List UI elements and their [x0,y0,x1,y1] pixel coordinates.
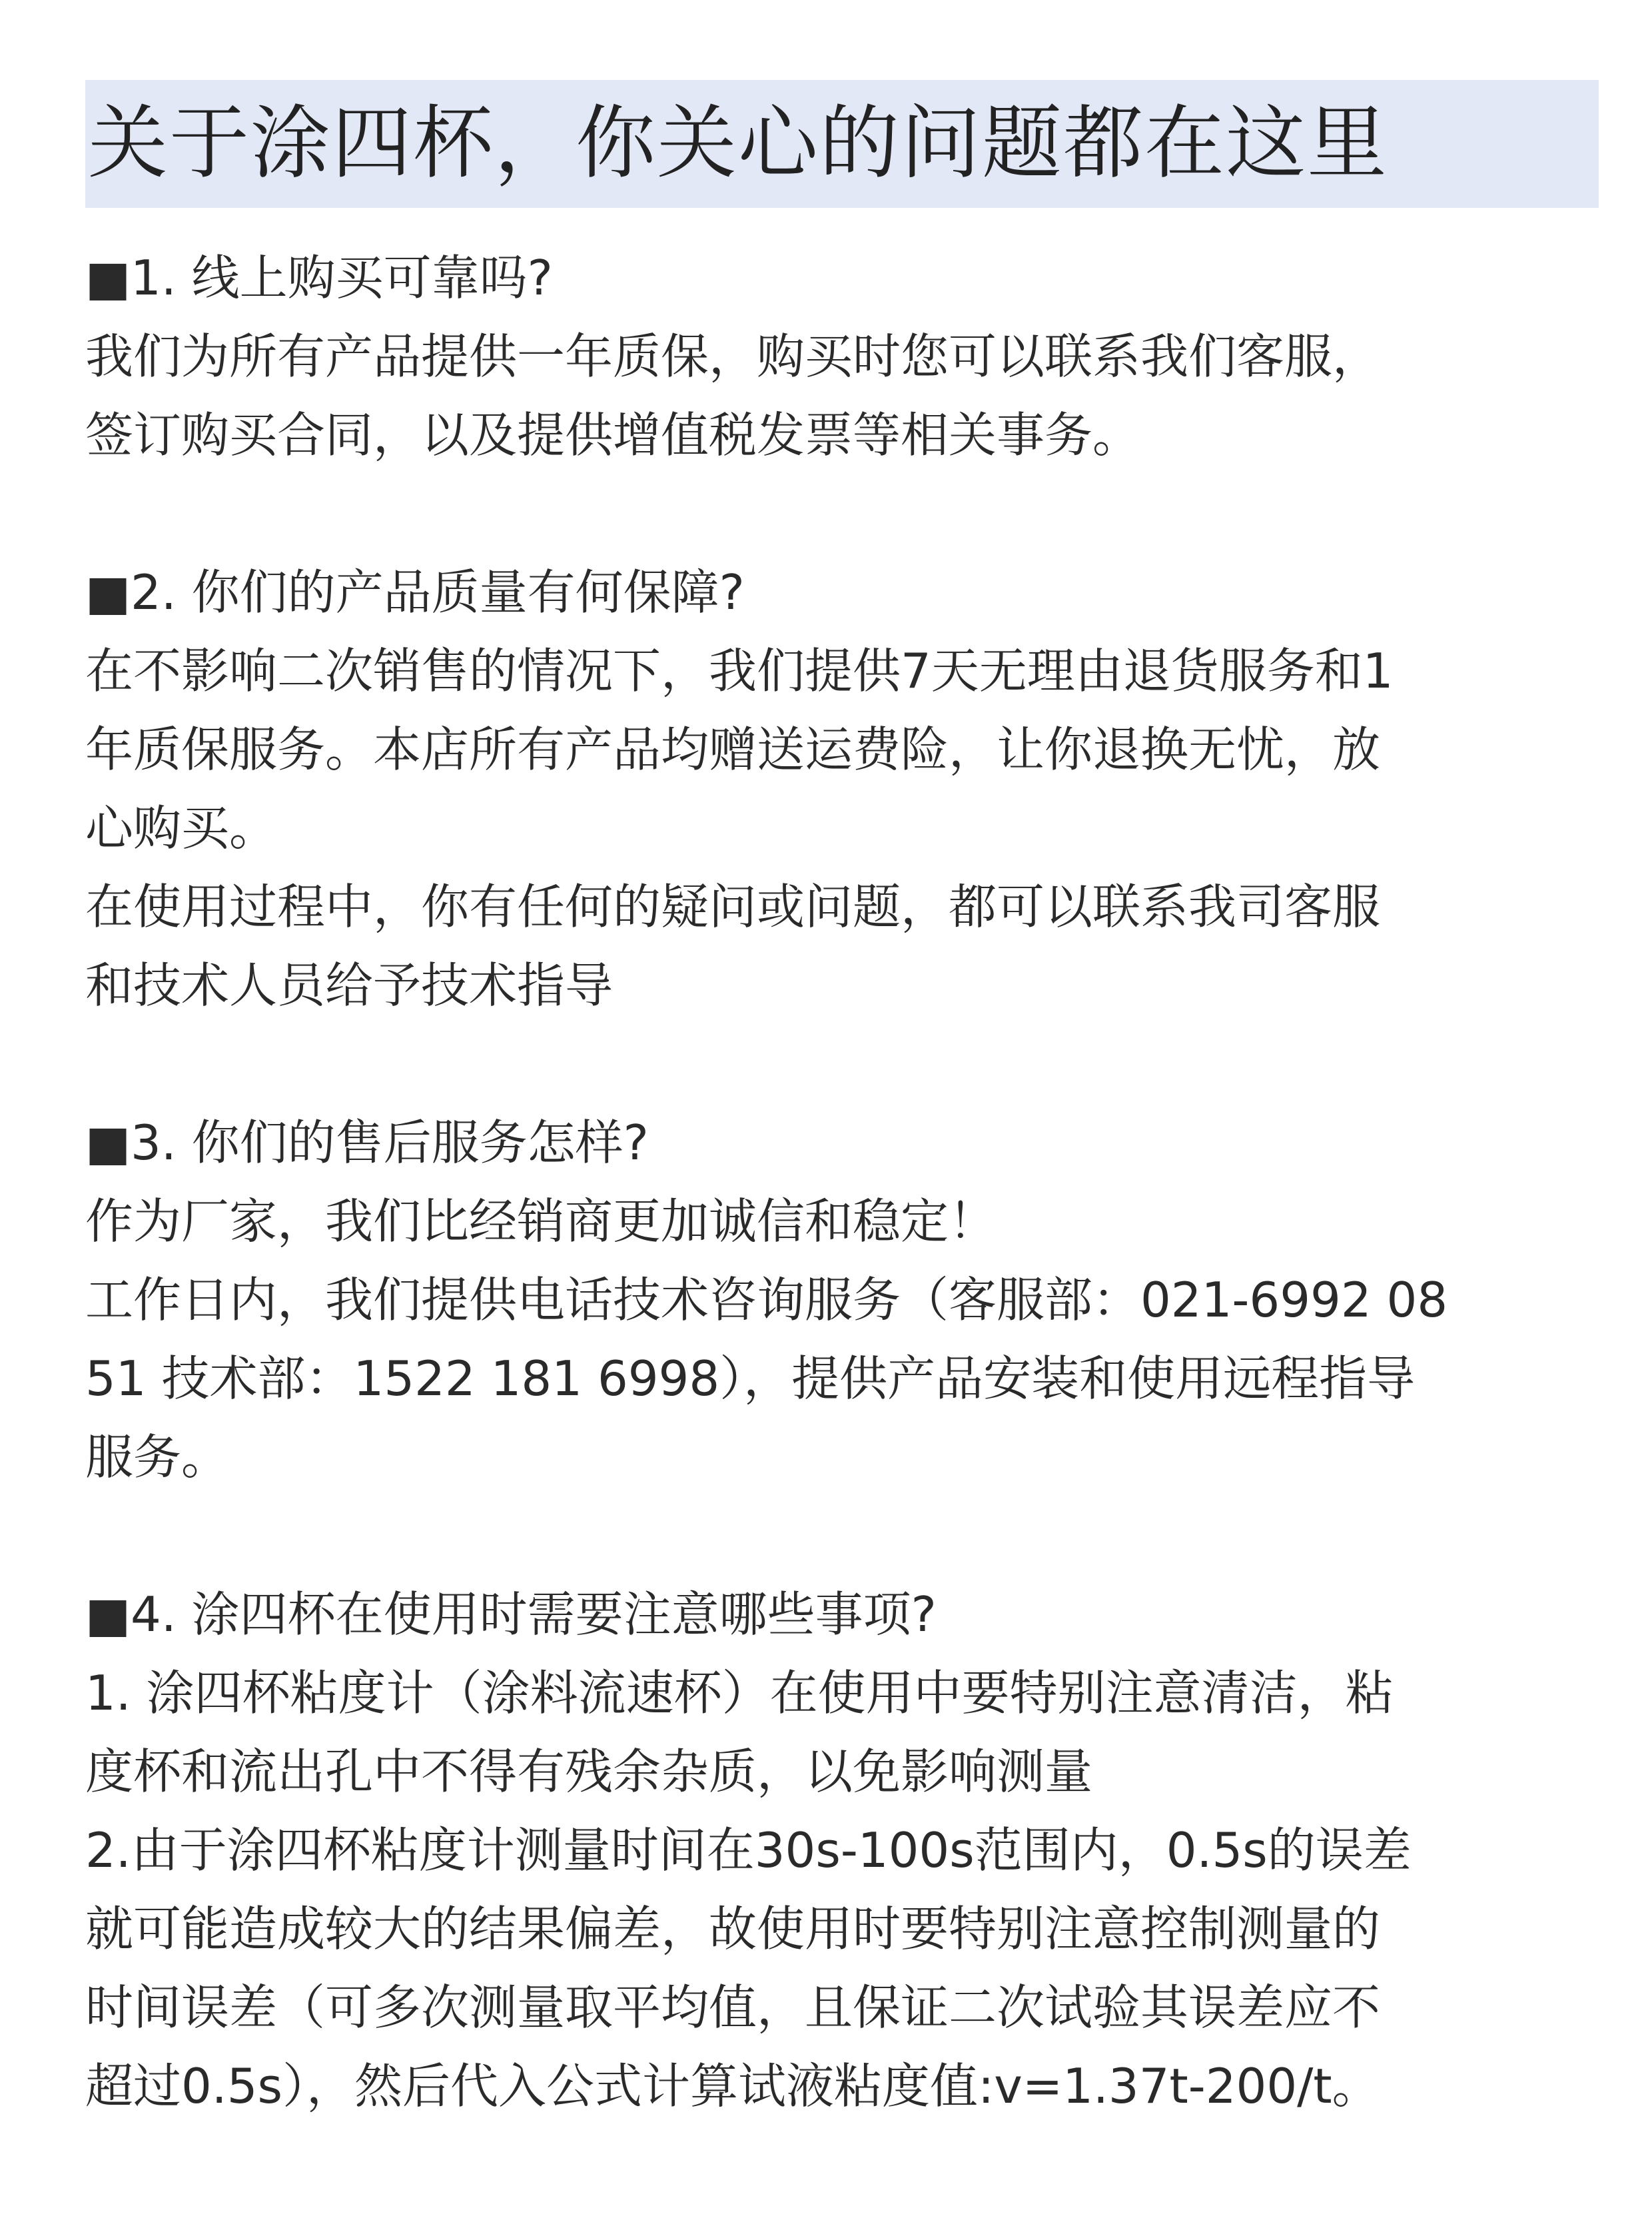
faq-section-3 [85,1103,1571,1496]
faq-question-4: ■4. 涂四杯在使用时需要注意哪些事项? [85,1586,937,1642]
faq-answer-4-paragraph-1: 1. 涂四杯粘度计（涂料流速杯）在使用中要特别注意清洁，粘 度杯和流出孔中不得有残余杂质，以免影响测量 [85,1665,1394,1800]
faq-answer-2-paragraph-2: 在使用过程中，你有任何的疑问或问题，都可以联系我司客服 和技术人员给予技术指导 [85,879,1381,1013]
faq-answer-3-paragraph-1: 作为厂家，我们比经销商更加诚信和稳定！ [85,1193,997,1249]
page-title: 关于涂四杯，你关心的问题都在这里 [88,97,1388,190]
faq-section-4 [85,1575,1571,2125]
faq-question-1: ■1. 线上购买可靠吗? [85,250,553,306]
faq-content [85,239,1571,2125]
faq-question-2: ■2. 你们的产品质量有何保障? [85,564,745,620]
faq-section-2 [85,553,1571,1025]
faq-answer-1-paragraph-1: 我们为所有产品提供一年质保，购买时您可以联系我们客服， 签订购买合同，以及提供增值税发票等相关事务。 [85,328,1381,463]
faq-question-3: ■3. 你们的售后服务怎样? [85,1115,649,1171]
faq-answer-3-paragraph-2: 工作日内，我们提供电话技术咨询服务（客服部：021-6992 08 51 技术部：1522 181 6998），提供产品安装和使用远程指导 服务。 [85,1272,1448,1485]
faq-answer-2-paragraph-1: 在不影响二次销售的情况下，我们提供7天无理由退货服务和1 年质保服务。本店所有产品均赠送运费险，让你退换无忧，放 心购买。 [85,643,1394,856]
faq-answer-4-paragraph-2: 2.由于涂四杯粘度计测量时间在30s-100s范围内，0.5s的误差 就可能造成较大的结果偏差，故使用时要特别注意控制测量的 时间误差（可多次测量取平均值，且保证二次试验其误差应不 超过0.5s），然后代入公式计算试液粘度值:v=1.37t-200/t。 [85,1822,1412,2114]
faq-section-1 [85,239,1571,474]
